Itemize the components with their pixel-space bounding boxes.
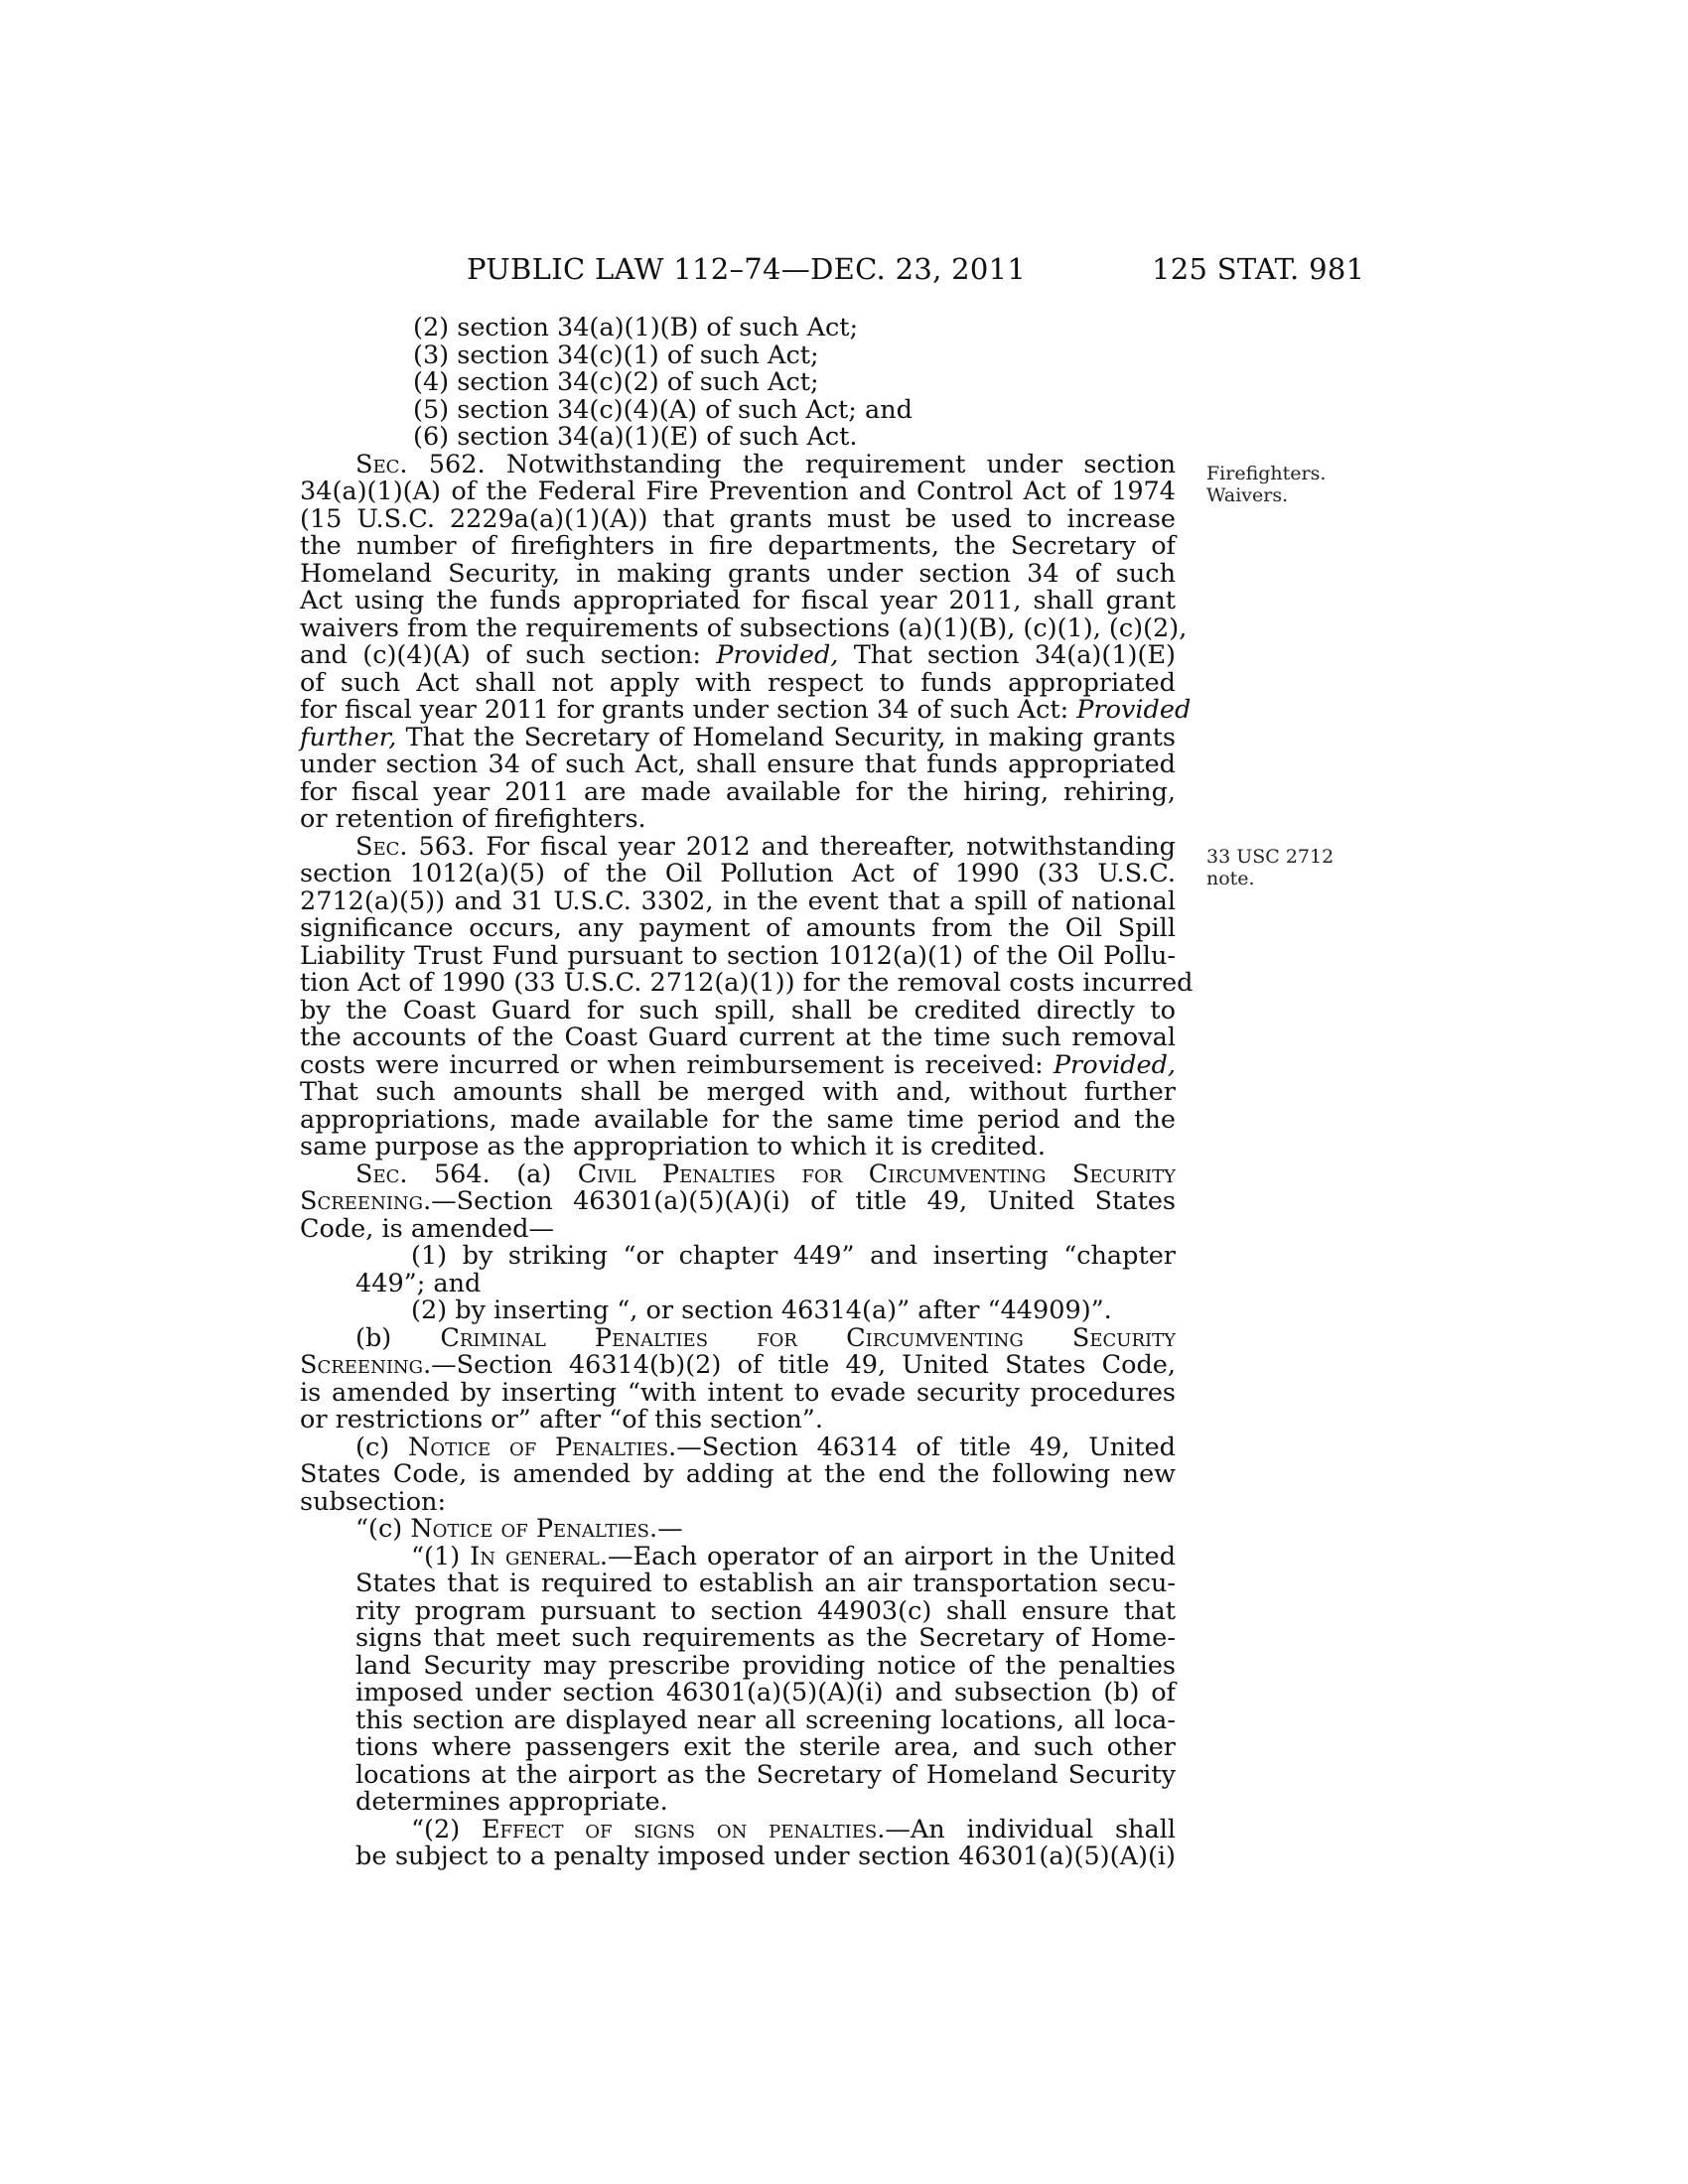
section-label: Sec. 563. [355,831,476,862]
list-item: (6) section 34(a)(1)(E) of such Act. [413,422,858,452]
list-item: (5) section 34(c)(4)(A) of such Act; and [413,394,913,425]
section-564-line: locations at the airport as the Secretary of Homeland Security [355,1759,1176,1790]
section-564-line: (b) Criminal Penalties for Circumventing Security [355,1322,1177,1353]
section-563-line: section 1012(a)(5) of the Oil Pollution Act of 1990 (33 U.S.C. [300,859,1176,888]
stat-page-number: 125 STAT. 981 [1152,252,1365,286]
section-563-line: appropriations, made available for the same time period and the [300,1104,1176,1135]
section-564-line: Code, is amended— [300,1213,554,1244]
section-563-line: That such amounts shall be merged with and, without further [300,1077,1176,1107]
section-563-line: Liability Trust Fund pursuant to section 1012(a)(1) of the Oil Pollu- [300,940,1176,971]
section-564-line: imposed under section 46301(a)(5)(A)(i) and subsection (b) of [355,1678,1176,1707]
section-563-line: Sec. 563. For fiscal year 2012 and thereafter, notwithstanding [355,831,1176,862]
section-564-line: 449”; and [355,1268,482,1298]
section-562-line: Homeland Security, in making grants under section 34 of such [300,558,1176,589]
section-562-line: 34(a)(1)(A) of the Federal Fire Prevention and Control Act of 1974 [300,477,1176,506]
margin-note-firefighters-waivers: Firefighters. Waivers. [1206,463,1327,506]
section-562-line: under section 34 of such Act, shall ensure that funds appropriated [300,750,1176,779]
section-564-line: Sec. 564. (a) Civil Penalties for Circumventing Security [355,1159,1177,1189]
section-564-line: tions where passengers exit the sterile area, and such other [355,1732,1176,1762]
section-564-line: rity program pursuant to section 44903(c) shall ensure that [355,1595,1176,1626]
page-header [0,252,1688,292]
subsection-heading: Notice of Penalties [408,1432,669,1462]
paragraph-heading: In general [470,1541,600,1571]
section-563-line: same purpose as the appropriation to which it is credited. [300,1132,1046,1161]
list-item: (2) section 34(a)(1)(B) of such Act; [413,313,859,342]
section-562-line: (15 U.S.C. 2229a(a)(1)(A)) that grants must be used to increase [300,503,1176,534]
paragraph-heading: Effect of signs on penalties [481,1814,878,1844]
section-563-line: the accounts of the Coast Guard current at the time such removal [300,1023,1176,1052]
section-564-line: “(2) Effect of signs on penalties.—An individual shall [411,1814,1176,1844]
list-item: (4) section 34(c)(2) of such Act; [413,367,819,397]
section-564-line: subsection: [300,1486,447,1517]
subsection-heading: Criminal Penalties for Circumventing Security [440,1322,1177,1353]
section-564-line: Screening.—Section 46314(b)(2) of title 49, United States Code, [300,1350,1176,1380]
section-563-line: 2712(a)(5)) and 31 U.S.C. 3302, in the event that a spill of national [300,886,1176,916]
document-body [300,313,1194,1871]
running-head: PUBLIC LAW 112–74—DEC. 23, 2011 [467,252,1027,286]
section-label: Sec. 562. [355,449,486,479]
section-562-line: Act using the funds appropriated for fiscal year 2011, shall grant [300,586,1176,615]
section-564-line: Screening.—Section 46301(a)(5)(A)(i) of title 49, United States [300,1186,1176,1216]
section-564-line: land Security may prescribe providing notice of the penalties [355,1650,1176,1681]
section-564-line: is amended by inserting “with intent to evade security procedures [300,1377,1176,1408]
subsection-heading: Notice of Penalties [410,1514,650,1544]
list-item: (3) section 34(c)(1) of such Act; [413,340,819,370]
section-564-line: “(c) Notice of Penalties.— [355,1514,683,1544]
section-562-line: of such Act shall not apply with respect to funds appropriated [300,667,1176,698]
section-562-line: and (c)(4)(A) of such section: Provided, That section 34(a)(1)(E) [300,640,1177,670]
section-563-line: by the Coast Guard for such spill, shall be credited directly to [300,995,1176,1025]
section-564-line: (c) Notice of Penalties.—Section 46314 of title 49, United [355,1432,1176,1462]
subsection-heading: Civil Penalties for Circumventing Security [577,1159,1177,1189]
section-564-line: “(1) In general.—Each operator of an airport in the United [411,1541,1177,1571]
section-564-line: (2) by inserting “, or section 46314(a)” after “44909)”. [411,1296,1112,1325]
section-564-line: be subject to a penalty imposed under section 46301(a)(5)(A)(i) [355,1842,1176,1871]
section-564-line: States Code, is amended by adding at the end the following new [300,1459,1176,1489]
section-564-line: determines appropriate. [355,1787,668,1817]
section-564-line: or restrictions or” after “of this section”. [300,1405,823,1434]
section-562-line: waivers from the requirements of subsections (a)(1)(B), (c)(1), (c)(2), [300,613,1188,643]
section-564-line: this section are displayed near all screening locations, all loca- [355,1705,1176,1735]
section-562-line: the number of firefighters in fire departments, the Secretary of [300,531,1176,561]
section-564-line: (1) by striking “or chapter 449” and inserting “chapter [411,1241,1176,1271]
section-563-line: tion Act of 1990 (33 U.S.C. 2712(a)(1)) for the removal costs incurred [300,968,1194,998]
section-562-line: further, That the Secretary of Homeland Security, in making grants [300,722,1176,752]
section-label: Sec. 564. [355,1159,491,1189]
section-562-line: Sec. 562. Notwithstanding the requirement under section [355,449,1177,479]
section-562-line: for fiscal year 2011 for grants under section 34 of such Act: Provided [300,695,1192,725]
section-563-line: costs were incurred or when reimbursement is received: Provided, [300,1049,1176,1080]
margin-note-33-usc-2712: 33 USC 2712 note. [1206,846,1335,889]
section-563-line: significance occurs, any payment of amounts from the Oil Spill [300,913,1176,943]
section-562-line: for fiscal year 2011 are made available for the hiring, rehiring, [300,776,1176,807]
section-564-line: States that is required to establish an air transportation secu- [355,1569,1176,1598]
section-564-line: signs that meet such requirements as the Secretary of Home- [355,1623,1176,1653]
section-562-line: or retention of firefighters. [300,804,646,834]
